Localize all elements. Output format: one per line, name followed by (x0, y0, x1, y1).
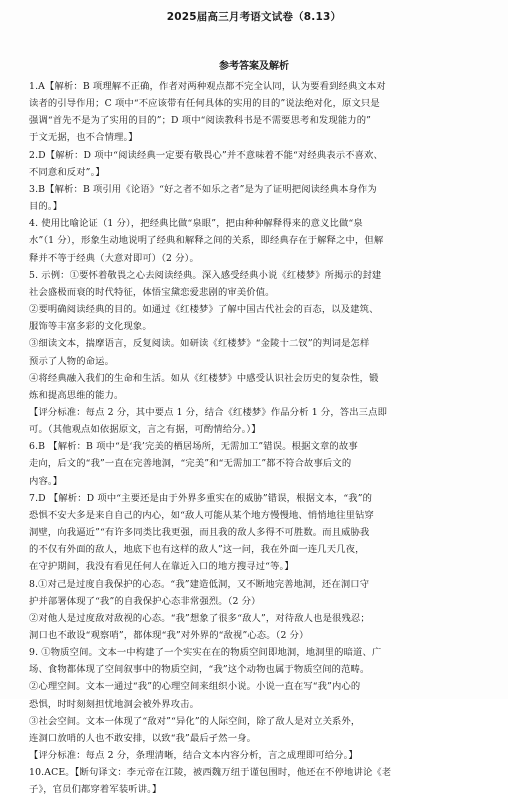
text-line: 社会盛极而衰的时代特征，体悟宝黛恋爱悲剧的审美价值。 (29, 286, 275, 298)
text-line: 【评分标准：每点 2 分，条理清晰，结合文本内容分析，言之成理即可给分。】 (29, 750, 358, 762)
text-line: 洞壁，向我逼近”“有许多同类比我更强，而且我的敌人多得不可胜数。而且威胁我 (29, 527, 370, 539)
text-line: 连洞口放哨的人也不敢安排，以致“我”最后孑然一身。 (29, 732, 257, 744)
text-line: 6.B 【解析：B 项中“是‘我’完美的栖居场所，无需加工”错误。根据文章的故事 (29, 441, 358, 453)
text-line: 3.B【解析：B 项引用《论语》“好之者不如乐之者”是为了证明把阅读经典本身作为 (29, 183, 377, 195)
document-subtitle: 参考答案及解析 (219, 61, 289, 72)
text-line: 1.A【解析：B 项理解不正确，作者对两种观点都不完全认同，认为要看到经典文本对 (29, 81, 386, 92)
text-line: 4. 使用比喻论证（1 分），把经典比做“泉眼”，把由种种解释得来的意义比做“泉 (29, 218, 363, 230)
text-line: 服饰等丰富多彩的文化现象。 (29, 321, 152, 333)
text-line: ②要明确阅读经典的目的。如通过《红楼梦》了解中国古代社会的百态，以及建筑、 (29, 304, 379, 316)
text-line: 读者的引导作用；C 项中“不应该带有任何具体的实用的目的”说法绝对化，原文只是 (29, 98, 380, 110)
document-title: 2025届高三月考语文试卷（8.13） (166, 11, 342, 23)
text-line: 2.D【解析：D 项中“阅读经典一定要有敬畏心”并不意味着不能“对经典表示不喜欢、 (29, 149, 383, 161)
text-line: ②对他人是过度敌对敌视的心态。“我”想象了很多“敌人”，对待敌人也是很残忍； (29, 612, 370, 624)
text-line: 释并不等于经典（大意对即可）（2 分）。 (29, 252, 199, 264)
text-line: 预示了人物的命运。 (29, 355, 115, 367)
text-line: 的不仅有外面的敌人，地底下也有这样的敌人”这一问，我在外面一连几天几夜， (29, 544, 365, 556)
text-line: 可。（其他观点如依据原文，言之有据，可酌情给分。）】 (29, 424, 261, 436)
text-line: 5. 示例：①要怀着敬畏之心去阅读经典。深入感受经典小说《红楼梦》所揭示的封建 (29, 269, 382, 281)
text-line: 于文无据，也不合情理。】 (29, 132, 138, 144)
text-line: 走向，后文的“我”一直在完善地洞，“完美”和“无需加工”都不符合故事后文的 (29, 458, 352, 470)
text-line: 10.ACE。【断句译文：李元帝在江陵，被西魏万纽于谨包围时，他还在不停地讲论《老 (29, 767, 392, 779)
text-line: 护并部署体现了“我”的自我保护心态非常强烈。（2 分） (29, 595, 261, 607)
text-line: 在守护期间，我没有看见任何人在靠近入口的地方搜寻过“等。】 (29, 561, 294, 573)
text-line: 洞口也不敢设“观察哨”，都体现“我”对外界的“敌视”心态。（2 分） (29, 630, 309, 641)
text-line: 炼和提高思维的能力。 (29, 389, 124, 401)
text-line: 水”（1 分），形象生动地说明了经典和解释之间的关系，即经典存在于解释之中，但解 (29, 235, 384, 247)
text-line: 场、食物都体现了空间叙事中的物质空间，“我”这个动物也属于物质空间的范畴。 (29, 664, 370, 676)
text-line: 【评分标准：每点 2 分，其中要点 1 分，结合《红楼梦》作品分析 1 分，答出三点即 (29, 406, 388, 418)
text-line: 目的。】 (29, 201, 63, 213)
text-line: 内容。】 (29, 475, 63, 487)
text-line: ②心理空间。文本一通过“我”的心理空间来组织小说。小说一直在写“我”内心的 (29, 681, 361, 693)
text-line: ③社会空间。文本一体现了“敌对”“异化”的人际空间，除了敌人是对立关系外， (29, 715, 361, 727)
text-line: 恐惧不安大多是来自自己的内心，如“敌人可能从某个地方慢慢地、悄悄地往里钻穿 (29, 509, 374, 521)
text-line: 恐惧，时时刻刻担忧地洞会被外界攻击。 (29, 698, 200, 710)
text-line: 不同意和反对”。】 (29, 166, 105, 178)
text-line: 强调“首先不是为了实用的目的”；D 项中“阅读教科书是不需要思考和发现能力的” (29, 115, 372, 127)
text-line: 9. ①物质空间。文本一中构建了一个实实在在的物质空间即地洞，地洞里的暗道、广 (29, 647, 382, 659)
text-line: ③细读文本，揣摩语言，反复阅读。如研读《红楼梦》“金陵十二钗”的判词是怎样 (29, 338, 370, 350)
text-line: ④将经典融入我们的生命和生活。如从《红楼梦》中感受认识社会历史的复杂性，锻 (29, 372, 379, 384)
text-line: 7.D 【解析：D 项中“主要还是由于外界多重实在的威胁”错误，根据文本，“我”的 (29, 492, 373, 504)
text-line: 8.①对己是过度自我保护的心态。“我”建造低洞，又不断地完善地洞，还在洞口守 (29, 578, 370, 590)
answer-body (29, 78, 479, 799)
text-line: 子》，官员们都穿着军装听讲。】 (29, 784, 162, 796)
